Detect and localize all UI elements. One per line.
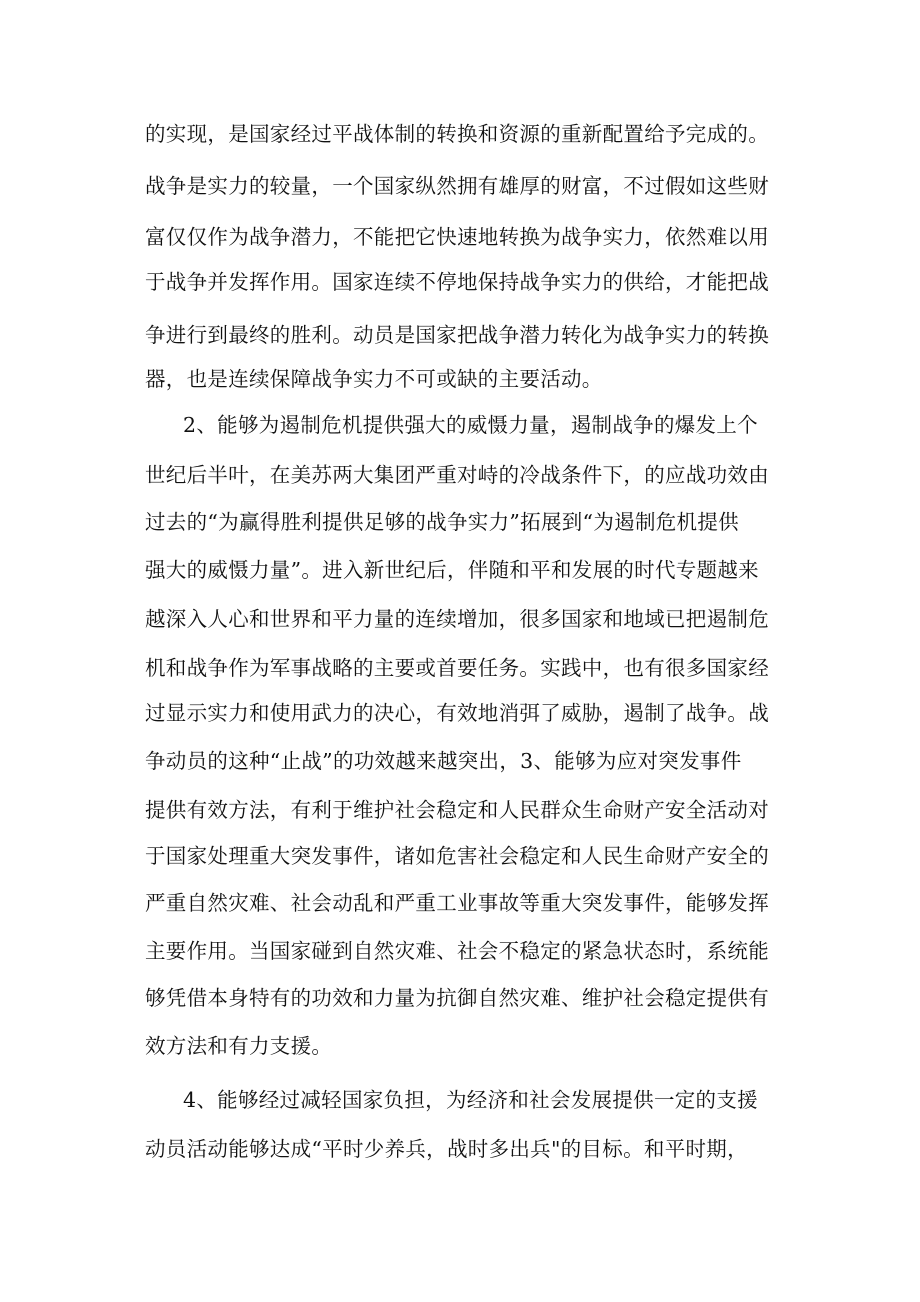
text-line: 器，也是连续保障战争实力不可或缺的主要活动。: [145, 367, 603, 391]
text-line: 于战争并发挥作用。国家连续不停地保持战争实力的供给，才能把战: [145, 270, 769, 294]
text-line: 机和战争作为军事战略的主要或首要任务。实践中，也有很多国家经: [145, 656, 769, 680]
text-line: 2、能够为遏制危机提供强大的威慑力量，遏制战争的爆发上个: [183, 413, 758, 437]
text-line: 动员活动能够达成“平时少养兵，战时多出兵"的目标。和平时期，: [145, 1137, 748, 1161]
text-line: 提供有效方法，有利于维护社会稳定和人民群众生命财产安全活动对: [145, 798, 769, 822]
text-line: 的实现，是国家经过平战体制的转换和资源的重新配置给予完成的。: [145, 122, 769, 146]
text-line: 够凭借本身特有的功效和力量为抗御自然灾难、维护社会稳定提供有: [145, 986, 769, 1010]
text-line: 强大的威慑力量”。进入新世纪后，伴随和平和发展的时代专题越来: [145, 558, 759, 582]
text-line: 战争是实力的较量，一个国家纵然拥有雄厚的财富，不过假如这些财: [145, 174, 769, 198]
text-line: 争进行到最终的胜利。动员是国家把战争潜力转化为战争实力的转换: [145, 323, 769, 347]
text-line: 世纪后半叶，在美苏两大集团严重对峙的冷战条件下，的应战功效由: [145, 463, 769, 487]
text-line: 严重自然灾难、社会动乱和严重工业事故等重大突发事件，能够发挥: [145, 891, 769, 915]
text-line: 越深入人心和世界和平力量的连续增加，很多国家和地域已把遏制危: [145, 607, 769, 631]
text-line: 4、能够经过减轻国家负担，为经济和社会发展提供一定的支援: [183, 1088, 758, 1112]
text-line: 过去的“为赢得胜利提供足够的战争实力”拓展到“为遏制危机提供: [145, 510, 739, 534]
text-line: 效方法和有力支援。: [145, 1034, 333, 1058]
text-line: 富仅仅作为战争潜力，不能把它快速地转换为战争实力，依然难以用: [145, 225, 769, 249]
text-line: 争动员的这种“止战”的功效越来越突出，3、能够为应对突发事件: [145, 749, 742, 773]
text-line: 过显示实力和使用武力的决心，有效地消弭了威胁，遏制了战争。战: [145, 701, 769, 725]
text-line: 于国家处理重大突发事件，诸如危害社会稳定和人民生命财产安全的: [145, 844, 769, 868]
text-line: 主要作用。当国家碰到自然灾难、社会不稳定的紧急状态时，系统能: [145, 939, 769, 963]
